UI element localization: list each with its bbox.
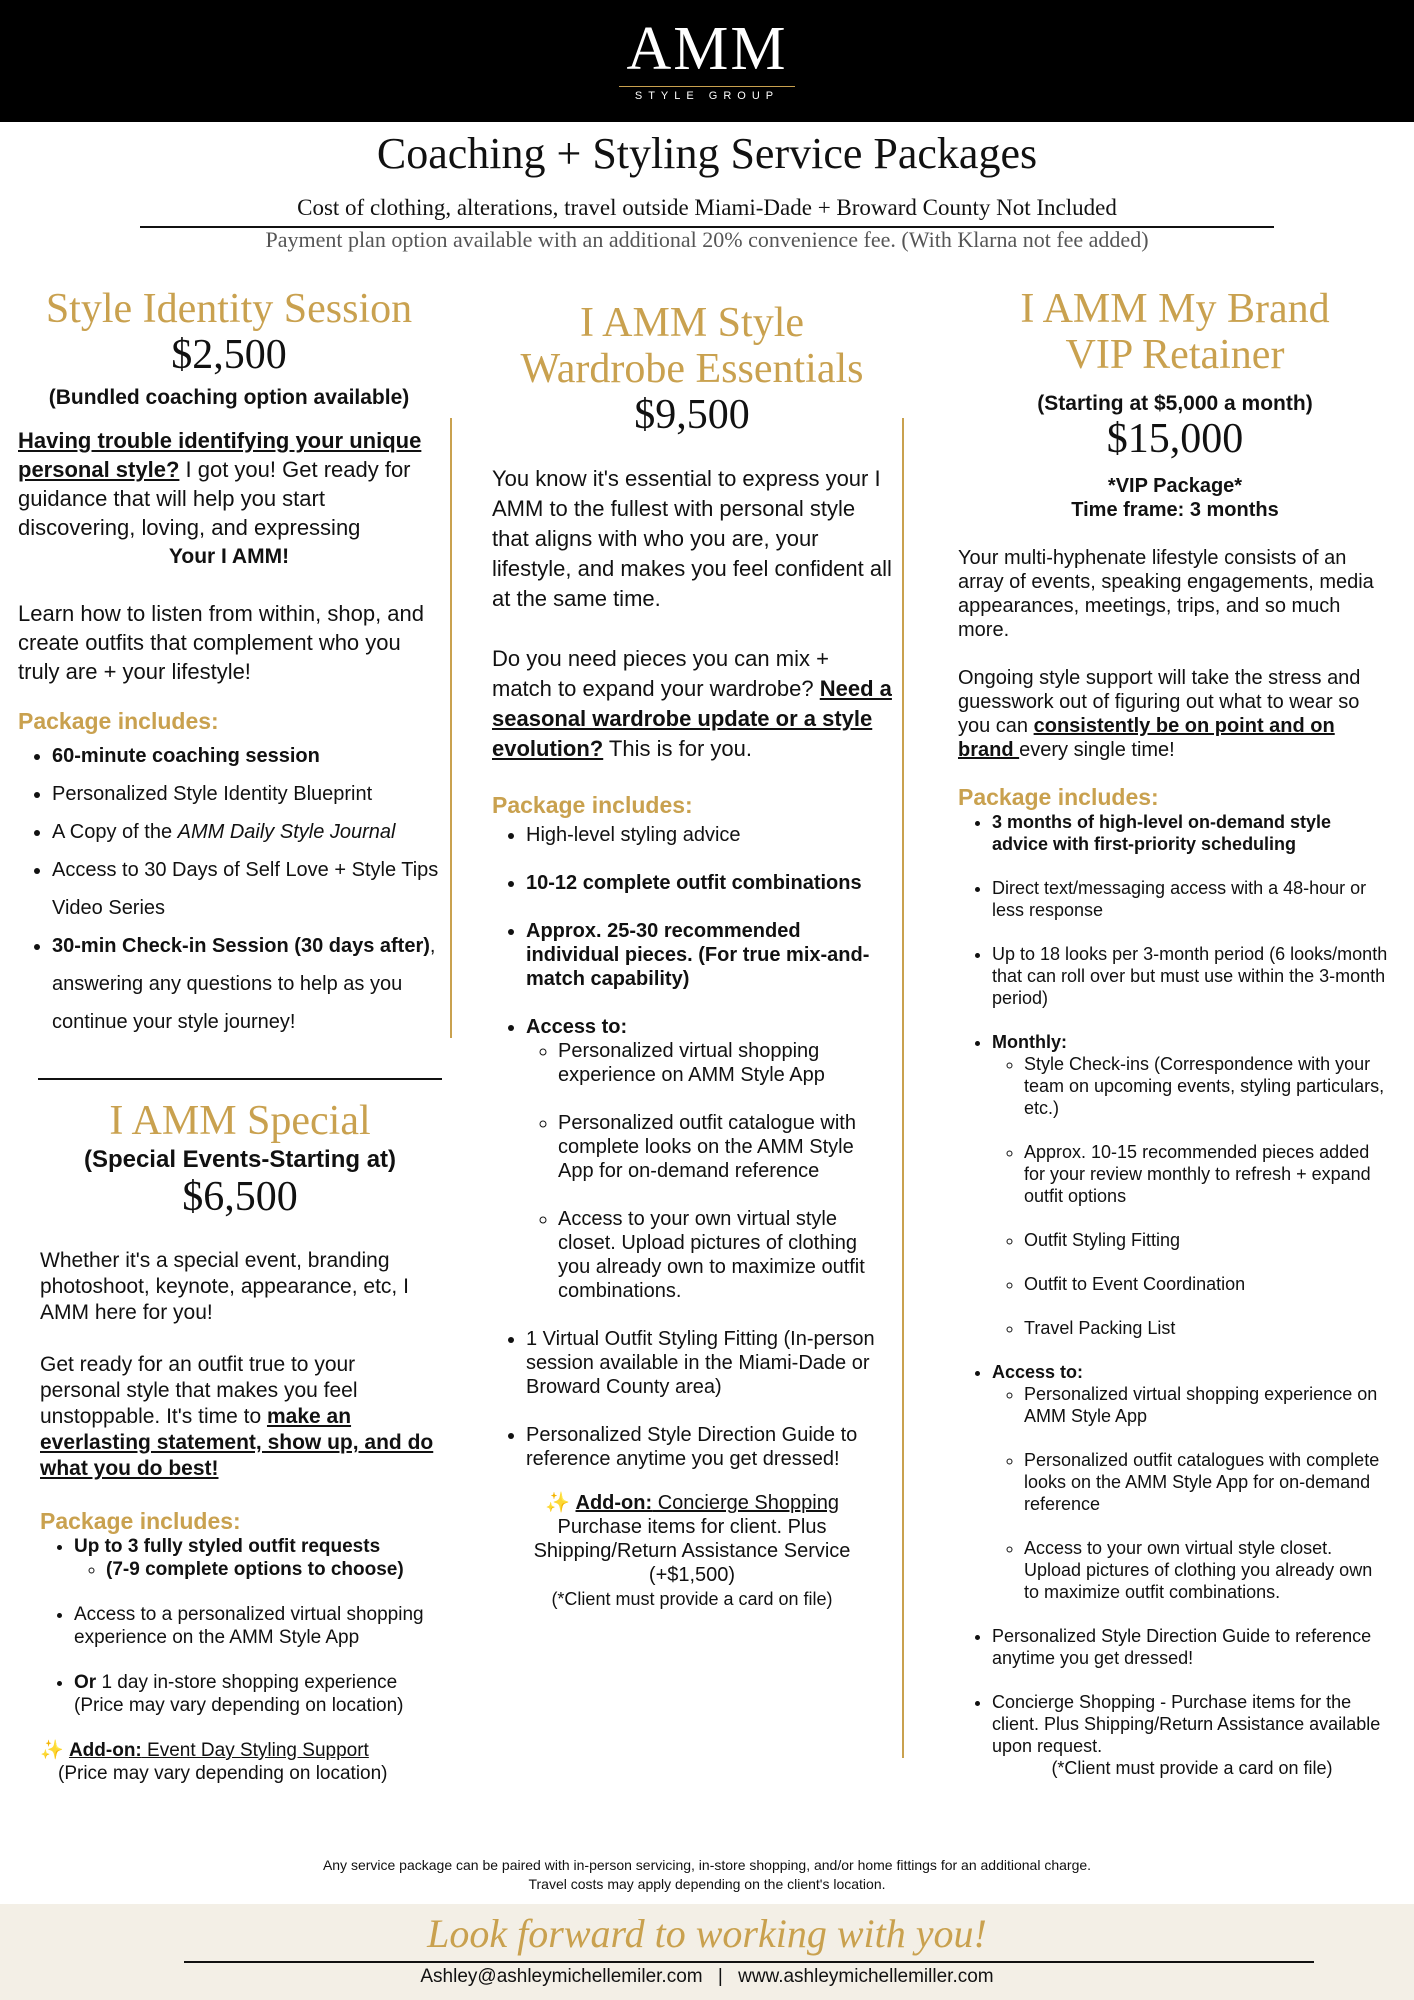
footer-rule	[184, 1961, 1314, 1963]
logo-underline	[619, 86, 795, 87]
style-identity-note: (Bundled coaching option available)	[48, 386, 410, 409]
footer-note	[0, 1856, 1414, 1894]
list-item-bold: 30-min Check-in Session (30 days after)	[52, 935, 430, 957]
list-item: • Direct text/messaging access with a 48-hour or less response	[992, 877, 1392, 921]
vip-timeframe: Time frame: 3 months	[1071, 499, 1279, 521]
list-item	[992, 1031, 1392, 1339]
wardrobe-essentials-intro: You know it's essential to express your I AMM to the fullest with personal style that aligns with who you are, your lifestyle, and makes you feel confident all at the same time.	[492, 466, 892, 611]
list-item-text: Concierge Shopping - Purchase items for the client. Plus Shipping/Return Assistance available upon request.	[992, 1692, 1381, 1756]
list-item	[52, 927, 440, 1041]
list-item: • Access to 30 Days of Self Love + Style Tips Video Series	[52, 851, 440, 927]
addon-text: Event Day Styling Support	[141, 1740, 369, 1761]
list-item: • Personalized Style Identity Blueprint	[52, 775, 440, 813]
footer-title: Look forward to working with you!	[427, 1911, 987, 1956]
style-identity-price: $2,500	[171, 332, 287, 378]
style-identity-intro	[18, 426, 440, 542]
list-item: • Personalized Style Direction Guide to reference anytime you get dressed!	[526, 1423, 892, 1471]
vip-retainer-note: (Starting at $5,000 a month)	[1037, 392, 1313, 415]
special-note: (Special Events-Starting at)	[83, 1146, 397, 1173]
list-item-text: A Copy of the	[52, 821, 178, 843]
list-subitem: ◦ Access to your own virtual style closet. Upload pictures of clothing you already own to maximize outfit combinations.	[1024, 1537, 1392, 1603]
contact-website[interactable]: www.ashleymichellemiller.com	[738, 1966, 994, 1987]
special-statement: make an everlasting statement, show up, and do what you do best!	[40, 1405, 434, 1480]
footer-contact	[0, 1966, 1414, 1988]
list-item-bold: Access to:	[526, 1016, 628, 1038]
wardrobe-essentials-addon	[492, 1491, 892, 1515]
list-item: • 3 months of high-level on-demand style advice with first-priority scheduling	[992, 811, 1392, 855]
footer-note-line2: Travel costs may apply depending on the client's location.	[528, 1876, 886, 1892]
special-package-list	[40, 1535, 440, 1717]
list-item	[992, 1361, 1392, 1603]
addon-label: Add-on:	[68, 1740, 142, 1761]
wardrobe-essentials-closing: This is for you.	[603, 736, 752, 761]
vip-description-text: Ongoing style support will take the stress and guesswork out of figuring out what to wear so you can	[958, 667, 1361, 737]
list-subitem: ◦ Travel Packing List	[1024, 1317, 1392, 1339]
cost-disclaimer: Cost of clothing, alterations, travel outside Miami-Dade + Broward County Not Included	[297, 195, 1117, 220]
list-item: • 60-minute coaching session	[52, 737, 440, 775]
special-package-label: Package includes:	[40, 1508, 241, 1534]
vip-highlight: consistently be on point and on brand	[958, 715, 1335, 761]
sparkle-icon: ✨	[40, 1740, 64, 1761]
wardrobe-essentials-heading: I AMM Style Wardrobe Essentials	[520, 300, 864, 392]
list-item: • 10-12 complete outfit combinations	[526, 871, 892, 895]
special-description	[40, 1352, 440, 1482]
list-item: • Personalized Style Direction Guide to reference anytime you get dressed!	[992, 1625, 1392, 1669]
brand-logo	[557, 14, 857, 102]
list-subitem: ◦ Style Check-ins (Correspondence with your team on upcoming events, styling particulars, etc.)	[1024, 1053, 1392, 1119]
list-item-bold: Up to 3 fully styled outfit requests	[74, 1536, 381, 1557]
wardrobe-essentials-price: $9,500	[634, 392, 750, 438]
list-item	[992, 1691, 1392, 1779]
wardrobe-essentials-description	[492, 644, 892, 764]
special-intro: Whether it's a special event, branding photoshoot, keynote, appearance, etc, I AMM here for you!	[40, 1249, 409, 1324]
special-addon	[40, 1739, 440, 1762]
vip-description	[958, 666, 1392, 762]
wardrobe-essentials-section	[492, 300, 892, 1611]
wardrobe-essentials-package-label: Package includes:	[492, 792, 693, 818]
journal-title: AMM Daily Style Journal	[177, 821, 396, 843]
list-subitem: ◦ Personalized outfit catalogue with complete looks on the AMM Style App for on-demand reference	[558, 1111, 892, 1183]
wardrobe-essentials-addon-desc: Purchase items for client. Plus Shipping/Return Assistance Service (+$1,500)	[533, 1516, 851, 1586]
style-identity-section	[18, 286, 440, 1041]
style-identity-heading: Style Identity Session	[45, 286, 413, 332]
list-item: • 1 Virtual Outfit Styling Fitting (In-person session available in the Miami-Dade or Broward County area)	[526, 1327, 892, 1399]
vip-retainer-heading: I AMM My Brand VIP Retainer	[1020, 286, 1330, 378]
vip-intro: Your multi-hyphenate lifestyle consists of an array of events, speaking engagements, media appearances, meetings, trips, and so much more.	[958, 547, 1374, 641]
vip-package-list	[958, 811, 1392, 1779]
list-item	[74, 1671, 440, 1717]
list-item-text: 1 day in-store shopping experience (Price may vary depending on location)	[74, 1672, 404, 1716]
vip-retainer-price: $15,000	[1106, 416, 1244, 462]
special-section	[40, 1098, 440, 1785]
list-subitem: ◦ Personalized virtual shopping experience on AMM Style App	[1024, 1383, 1392, 1427]
special-addon-note: (Price may vary depending on location)	[58, 1763, 388, 1784]
column-divider-left	[450, 418, 452, 1038]
wardrobe-essentials-highlight: Need a seasonal wardrobe update or a style evolution?	[492, 676, 892, 761]
style-identity-description: Learn how to listen from within, shop, and create outfits that complement who you truly are + your lifestyle!	[18, 601, 425, 684]
list-subitem: ◦ Access to your own virtual style closet. Upload pictures of clothing you already own to maximize outfit combinations.	[558, 1207, 892, 1303]
vip-retainer-section	[958, 286, 1392, 1779]
style-identity-package-list	[18, 737, 440, 1041]
vip-package-name: *VIP Package*	[1107, 475, 1243, 497]
wardrobe-essentials-package-list	[492, 823, 892, 1471]
list-subitem: ◦ (7-9 complete options to choose)	[106, 1558, 440, 1581]
list-subitem: ◦ Personalized outfit catalogues with complete looks on the AMM Style App for on-demand reference	[1024, 1449, 1392, 1515]
list-item: • High-level styling advice	[526, 823, 892, 847]
vip-package-label: Package includes:	[958, 784, 1159, 810]
special-description-text: Get ready for an outfit true to your personal style that makes you feel unstoppable. It's time to	[40, 1353, 358, 1428]
style-identity-intro-text: I got you! Get ready for guidance that will help you start discovering, loving, and expressing	[18, 457, 411, 540]
list-item-text: , answering any questions to help as you continue your style journey!	[52, 935, 436, 1033]
list-item-bold: Access to:	[992, 1362, 1084, 1382]
style-identity-package-label: Package includes:	[18, 708, 219, 734]
addon-label: Add-on:	[575, 1492, 653, 1514]
special-price: $6,500	[182, 1174, 298, 1220]
list-item	[526, 1015, 892, 1303]
logo-mark: AMM	[626, 15, 788, 83]
list-subitem: ◦ Outfit to Event Coordination	[1024, 1273, 1392, 1295]
vip-closing: every single time!	[1019, 739, 1175, 761]
list-subitem: ◦ Personalized virtual shopping experience on AMM Style App	[558, 1039, 892, 1087]
contact-separator: |	[717, 1966, 723, 1987]
wardrobe-essentials-question: Do you need pieces you can mix + match to expand your wardrobe?	[492, 646, 829, 701]
addon-text: Concierge Shopping	[652, 1492, 839, 1514]
contact-email[interactable]: Ashley@ashleymichellemiler.com	[420, 1966, 703, 1987]
page-title: Coaching + Styling Service Packages	[376, 129, 1038, 178]
style-identity-question: Having trouble identifying your unique personal style?	[18, 428, 422, 482]
special-heading: I AMM Special	[109, 1098, 371, 1144]
payment-plan-note: Payment plan option available with an additional 20% convenience fee. (With Klarna not fee added)	[265, 227, 1149, 252]
list-item-bold: Or	[74, 1672, 97, 1693]
sparkle-icon: ✨	[545, 1492, 570, 1514]
list-item-bold: Monthly:	[992, 1032, 1067, 1052]
wardrobe-essentials-addon-note: (*Client must provide a card on file)	[551, 1589, 833, 1609]
list-subitem: ◦ Outfit Styling Fitting	[1024, 1229, 1392, 1251]
list-subitem: ◦ Approx. 10-15 recommended pieces added for your review monthly to refresh + expand outfit options	[1024, 1141, 1392, 1207]
column-divider-right	[902, 418, 904, 1758]
logo-tagline: STYLE GROUP	[634, 90, 780, 102]
list-item	[74, 1535, 440, 1581]
list-item: • Approx. 25-30 recommended individual pieces. (For true mix-and-match capability)	[526, 919, 892, 991]
section-divider	[38, 1078, 442, 1080]
style-identity-your-i-amm: Your I AMM!	[168, 545, 290, 568]
footer-note-line1: Any service package can be paired with in-person servicing, in-store shopping, and/or home fittings for an additional charge.	[322, 1857, 1092, 1873]
list-item: • Access to a personalized virtual shopping experience on the AMM Style App	[74, 1603, 440, 1649]
vip-concierge-note: (*Client must provide a card on file)	[1051, 1758, 1333, 1778]
list-item	[52, 813, 440, 851]
list-item: • Up to 18 looks per 3-month period (6 looks/month that can roll over but must use within the 3-month period)	[992, 943, 1392, 1009]
